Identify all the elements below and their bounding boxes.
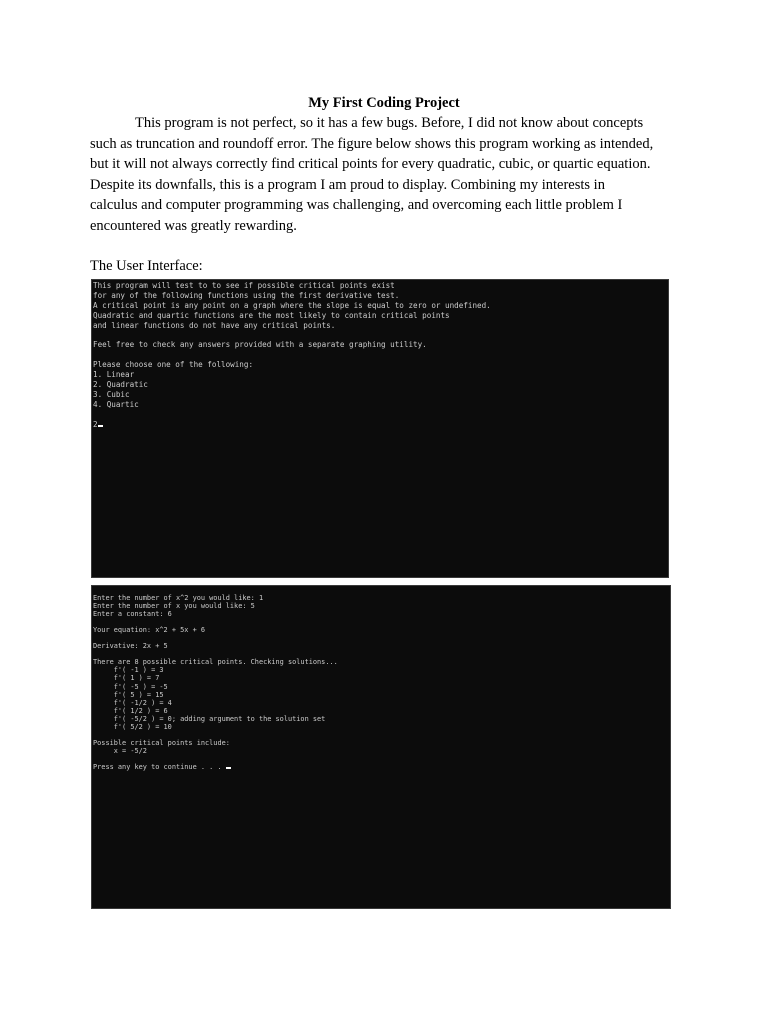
console-line: Possible critical points include: (93, 738, 230, 747)
console-line: f'( 1/2 ) = 6 (93, 706, 168, 715)
console-screenshot-menu (91, 279, 669, 578)
console-line: Enter a constant: 6 (93, 610, 172, 619)
console-cursor (98, 425, 103, 427)
paragraph-line: but it will not always correctly find critical points for every quadratic, cubic, or quartic equation. (90, 156, 651, 173)
console-line: There are 8 possible critical points. Checking solutions... (93, 658, 338, 667)
console-line (93, 331, 668, 341)
console-line: 4. Quartic (93, 399, 139, 409)
console-line: A critical point is any point on a graph where the slope is equal to zero or undefined. (93, 300, 491, 310)
console-input-line (93, 420, 668, 430)
console-screenshot-results (91, 585, 671, 909)
console-line: Derivative: 2x + 5 (93, 642, 168, 651)
console-prompt-line (93, 763, 670, 771)
console-input-value: 2 (93, 419, 98, 429)
console-line: 3. Cubic (93, 389, 130, 399)
console-line: for any of the following functions using the first derivative test. (93, 290, 400, 300)
console-line: and linear functions do not have any critical points. (93, 320, 336, 330)
paragraph-line: such as truncation and roundoff error. The figure below shows this program working as intended, (90, 135, 654, 152)
console-line: x = -5/2 (93, 746, 147, 755)
console-line (93, 618, 670, 626)
console-line: This program will test to to see if possible critical points exist (93, 281, 395, 290)
paragraph-line: This program is not perfect, so it has a few bugs. Before, I did not know about concepts (135, 115, 644, 131)
console-line: f'( -1 ) = 3 (93, 666, 164, 675)
console-line: 2. Quadratic (93, 380, 148, 390)
console-line: f'( 1 ) = 7 (93, 674, 160, 683)
console-line (93, 634, 670, 642)
console-prompt-text: Press any key to continue . . . (93, 762, 226, 771)
console-line (93, 650, 670, 658)
page-title: My First Coding Project (308, 95, 460, 111)
console-line: Please choose one of the following: (93, 360, 254, 370)
paragraph-line: calculus and computer programming was challenging, and overcoming each little problem I (90, 197, 623, 214)
paragraph-line: encountered was greatly rewarding. (90, 217, 297, 234)
console-line: Quadratic and quartic functions are the most likely to contain critical points (93, 310, 450, 320)
console-line: Your equation: x^2 + 5x + 6 (93, 626, 206, 635)
console-line: Enter the number of x you would like: 5 (93, 602, 255, 611)
console-line (93, 410, 668, 420)
console-line: f'( 5/2 ) = 10 (93, 722, 172, 731)
paragraph-line: Despite its downfalls, this is a program I am proud to display. Combining my interests in (90, 176, 605, 193)
console-line (93, 731, 670, 739)
console-line: f'( -5/2 ) = 0; adding argument to the solution set (93, 714, 326, 723)
console-line: 1. Linear (93, 370, 135, 380)
console-line: Enter the number of x^2 you would like: 1 (93, 594, 264, 602)
console-line: Feel free to check any answers provided with a separate graphing utility. (93, 340, 427, 350)
console-line (93, 755, 670, 763)
console-line: f'( -5 ) = -5 (93, 682, 168, 691)
console-line (93, 350, 668, 360)
intro-paragraph (90, 113, 680, 237)
console-line: f'( 5 ) = 15 (93, 690, 164, 699)
console-line: f'( -1/2 ) = 4 (93, 698, 172, 707)
ui-section-label: The User Interface: (90, 258, 203, 274)
console-cursor (226, 767, 231, 769)
